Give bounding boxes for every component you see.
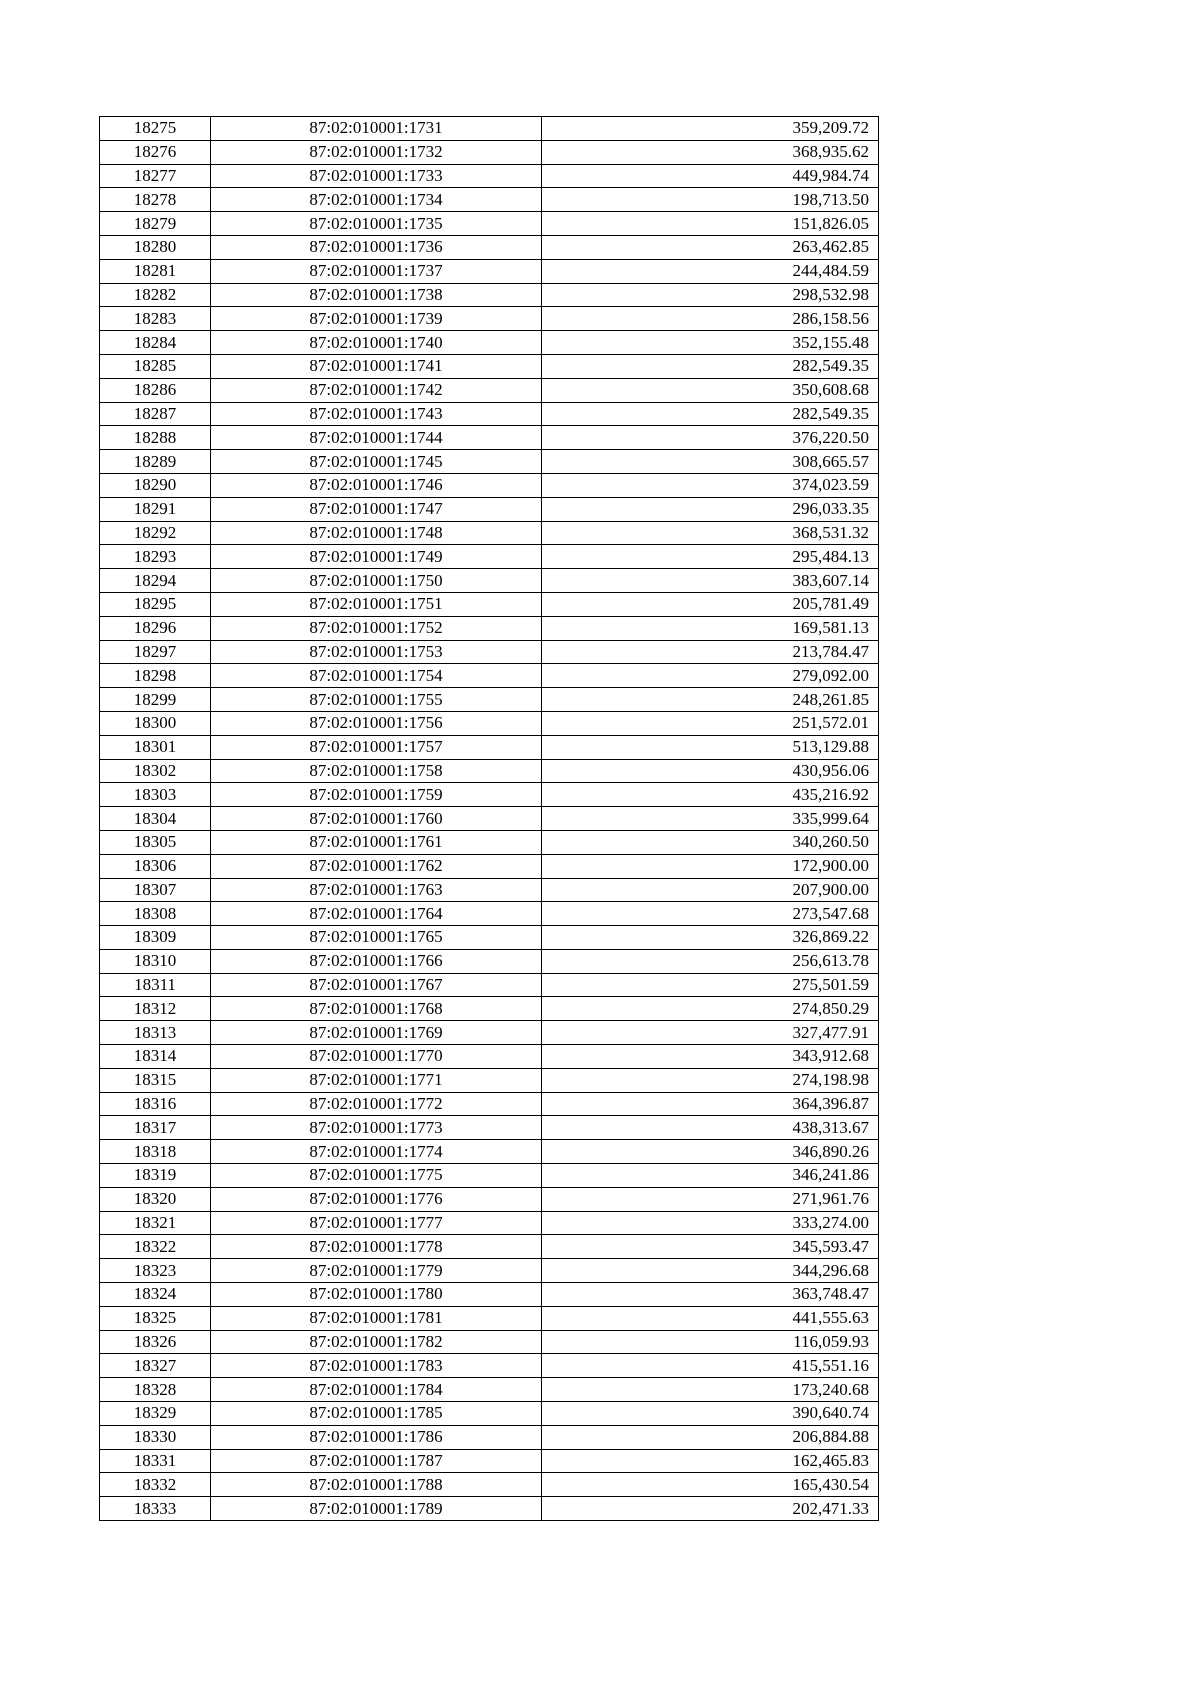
value-cell: 390,640.74 [542, 1402, 879, 1426]
table-row [100, 640, 879, 664]
row-number-cell: 18282 [100, 283, 211, 307]
table-row [100, 331, 879, 355]
cadastral-number-cell: 87:02:010001:1772 [211, 1092, 542, 1116]
row-number-cell: 18327 [100, 1354, 211, 1378]
cadastral-number-cell: 87:02:010001:1737 [211, 259, 542, 283]
cadastral-number-cell: 87:02:010001:1747 [211, 497, 542, 521]
cadastral-number-cell: 87:02:010001:1753 [211, 640, 542, 664]
row-number-cell: 18333 [100, 1497, 211, 1521]
row-number-cell: 18288 [100, 426, 211, 450]
value-cell: 368,935.62 [542, 140, 879, 164]
table-row [100, 735, 879, 759]
row-number-cell: 18312 [100, 997, 211, 1021]
row-number-cell: 18289 [100, 450, 211, 474]
value-cell: 296,033.35 [542, 497, 879, 521]
row-number-cell: 18306 [100, 854, 211, 878]
table-row [100, 212, 879, 236]
value-cell: 359,209.72 [542, 117, 879, 141]
row-number-cell: 18298 [100, 664, 211, 688]
table-row [100, 1425, 879, 1449]
cadastral-number-cell: 87:02:010001:1751 [211, 592, 542, 616]
row-number-cell: 18279 [100, 212, 211, 236]
cadastral-number-cell: 87:02:010001:1780 [211, 1283, 542, 1307]
cadastral-number-cell: 87:02:010001:1777 [211, 1211, 542, 1235]
value-cell: 275,501.59 [542, 973, 879, 997]
value-cell: 244,484.59 [542, 259, 879, 283]
table-row [100, 1259, 879, 1283]
value-cell: 207,900.00 [542, 878, 879, 902]
table-row [100, 307, 879, 331]
table-row [100, 354, 879, 378]
value-cell: 273,547.68 [542, 902, 879, 926]
row-number-cell: 18284 [100, 331, 211, 355]
cadastral-number-cell: 87:02:010001:1745 [211, 450, 542, 474]
table-row [100, 1140, 879, 1164]
cadastral-number-cell: 87:02:010001:1754 [211, 664, 542, 688]
value-cell: 352,155.48 [542, 331, 879, 355]
row-number-cell: 18318 [100, 1140, 211, 1164]
value-cell: 346,890.26 [542, 1140, 879, 1164]
cadastral-number-cell: 87:02:010001:1766 [211, 949, 542, 973]
row-number-cell: 18299 [100, 688, 211, 712]
row-number-cell: 18320 [100, 1187, 211, 1211]
cadastral-number-cell: 87:02:010001:1739 [211, 307, 542, 331]
value-cell: 274,198.98 [542, 1068, 879, 1092]
row-number-cell: 18296 [100, 616, 211, 640]
cadastral-number-cell: 87:02:010001:1767 [211, 973, 542, 997]
table-row [100, 188, 879, 212]
cadastral-number-cell: 87:02:010001:1760 [211, 807, 542, 831]
value-cell: 344,296.68 [542, 1259, 879, 1283]
value-cell: 248,261.85 [542, 688, 879, 712]
row-number-cell: 18286 [100, 378, 211, 402]
value-cell: 435,216.92 [542, 783, 879, 807]
row-number-cell: 18293 [100, 545, 211, 569]
row-number-cell: 18302 [100, 759, 211, 783]
value-cell: 308,665.57 [542, 450, 879, 474]
value-cell: 256,613.78 [542, 949, 879, 973]
cadastral-number-cell: 87:02:010001:1762 [211, 854, 542, 878]
cadastral-number-cell: 87:02:010001:1746 [211, 473, 542, 497]
cadastral-number-cell: 87:02:010001:1770 [211, 1045, 542, 1069]
cadastral-number-cell: 87:02:010001:1755 [211, 688, 542, 712]
row-number-cell: 18295 [100, 592, 211, 616]
table-row [100, 283, 879, 307]
data-table [99, 116, 879, 1521]
table-row [100, 1164, 879, 1188]
cadastral-number-cell: 87:02:010001:1776 [211, 1187, 542, 1211]
row-number-cell: 18300 [100, 711, 211, 735]
table-row [100, 164, 879, 188]
cadastral-number-cell: 87:02:010001:1789 [211, 1497, 542, 1521]
value-cell: 282,549.35 [542, 354, 879, 378]
row-number-cell: 18278 [100, 188, 211, 212]
value-cell: 327,477.91 [542, 1021, 879, 1045]
cadastral-number-cell: 87:02:010001:1736 [211, 235, 542, 259]
value-cell: 374,023.59 [542, 473, 879, 497]
row-number-cell: 18310 [100, 949, 211, 973]
value-cell: 251,572.01 [542, 711, 879, 735]
table-row [100, 759, 879, 783]
cadastral-number-cell: 87:02:010001:1741 [211, 354, 542, 378]
table-row [100, 1021, 879, 1045]
row-number-cell: 18329 [100, 1402, 211, 1426]
table-row [100, 378, 879, 402]
row-number-cell: 18287 [100, 402, 211, 426]
cadastral-number-cell: 87:02:010001:1761 [211, 830, 542, 854]
cadastral-number-cell: 87:02:010001:1735 [211, 212, 542, 236]
value-cell: 169,581.13 [542, 616, 879, 640]
table-row [100, 117, 879, 141]
table-row [100, 1473, 879, 1497]
cadastral-number-cell: 87:02:010001:1734 [211, 188, 542, 212]
row-number-cell: 18317 [100, 1116, 211, 1140]
table-row [100, 450, 879, 474]
value-cell: 165,430.54 [542, 1473, 879, 1497]
cadastral-number-cell: 87:02:010001:1743 [211, 402, 542, 426]
value-cell: 202,471.33 [542, 1497, 879, 1521]
value-cell: 430,956.06 [542, 759, 879, 783]
value-cell: 415,551.16 [542, 1354, 879, 1378]
cadastral-number-cell: 87:02:010001:1787 [211, 1449, 542, 1473]
value-cell: 282,549.35 [542, 402, 879, 426]
value-cell: 441,555.63 [542, 1306, 879, 1330]
row-number-cell: 18297 [100, 640, 211, 664]
cadastral-number-cell: 87:02:010001:1782 [211, 1330, 542, 1354]
value-cell: 363,748.47 [542, 1283, 879, 1307]
value-cell: 350,608.68 [542, 378, 879, 402]
table-row [100, 1235, 879, 1259]
cadastral-number-cell: 87:02:010001:1733 [211, 164, 542, 188]
value-cell: 364,396.87 [542, 1092, 879, 1116]
table-row [100, 664, 879, 688]
row-number-cell: 18301 [100, 735, 211, 759]
cadastral-number-cell: 87:02:010001:1750 [211, 569, 542, 593]
value-cell: 438,313.67 [542, 1116, 879, 1140]
table-row [100, 807, 879, 831]
row-number-cell: 18325 [100, 1306, 211, 1330]
table-row [100, 1378, 879, 1402]
table-row [100, 569, 879, 593]
value-cell: 151,826.05 [542, 212, 879, 236]
table-row [100, 1402, 879, 1426]
value-cell: 298,532.98 [542, 283, 879, 307]
cadastral-number-cell: 87:02:010001:1783 [211, 1354, 542, 1378]
table-row [100, 688, 879, 712]
cadastral-number-cell: 87:02:010001:1732 [211, 140, 542, 164]
value-cell: 368,531.32 [542, 521, 879, 545]
table-row [100, 235, 879, 259]
table-row [100, 1092, 879, 1116]
table-row [100, 949, 879, 973]
table-row [100, 616, 879, 640]
cadastral-number-cell: 87:02:010001:1752 [211, 616, 542, 640]
row-number-cell: 18322 [100, 1235, 211, 1259]
value-cell: 376,220.50 [542, 426, 879, 450]
row-number-cell: 18281 [100, 259, 211, 283]
cadastral-number-cell: 87:02:010001:1781 [211, 1306, 542, 1330]
value-cell: 326,869.22 [542, 926, 879, 950]
row-number-cell: 18303 [100, 783, 211, 807]
value-cell: 345,593.47 [542, 1235, 879, 1259]
table-row [100, 783, 879, 807]
cadastral-number-cell: 87:02:010001:1738 [211, 283, 542, 307]
row-number-cell: 18332 [100, 1473, 211, 1497]
table-row [100, 497, 879, 521]
cadastral-number-cell: 87:02:010001:1786 [211, 1425, 542, 1449]
value-cell: 116,059.93 [542, 1330, 879, 1354]
table-row [100, 1045, 879, 1069]
row-number-cell: 18323 [100, 1259, 211, 1283]
row-number-cell: 18308 [100, 902, 211, 926]
table-row [100, 1211, 879, 1235]
value-cell: 279,092.00 [542, 664, 879, 688]
value-cell: 205,781.49 [542, 592, 879, 616]
row-number-cell: 18319 [100, 1164, 211, 1188]
value-cell: 198,713.50 [542, 188, 879, 212]
row-number-cell: 18331 [100, 1449, 211, 1473]
value-cell: 274,850.29 [542, 997, 879, 1021]
value-cell: 343,912.68 [542, 1045, 879, 1069]
row-number-cell: 18290 [100, 473, 211, 497]
row-number-cell: 18280 [100, 235, 211, 259]
value-cell: 206,884.88 [542, 1425, 879, 1449]
row-number-cell: 18313 [100, 1021, 211, 1045]
table-row [100, 878, 879, 902]
row-number-cell: 18283 [100, 307, 211, 331]
table-row [100, 830, 879, 854]
value-cell: 295,484.13 [542, 545, 879, 569]
cadastral-number-cell: 87:02:010001:1763 [211, 878, 542, 902]
table-row [100, 711, 879, 735]
cadastral-number-cell: 87:02:010001:1773 [211, 1116, 542, 1140]
value-cell: 513,129.88 [542, 735, 879, 759]
cadastral-number-cell: 87:02:010001:1744 [211, 426, 542, 450]
cadastral-number-cell: 87:02:010001:1771 [211, 1068, 542, 1092]
row-number-cell: 18276 [100, 140, 211, 164]
value-cell: 383,607.14 [542, 569, 879, 593]
cadastral-number-cell: 87:02:010001:1774 [211, 1140, 542, 1164]
row-number-cell: 18316 [100, 1092, 211, 1116]
table-row [100, 402, 879, 426]
table-row [100, 592, 879, 616]
row-number-cell: 18292 [100, 521, 211, 545]
table-row [100, 521, 879, 545]
cadastral-number-cell: 87:02:010001:1764 [211, 902, 542, 926]
value-cell: 340,260.50 [542, 830, 879, 854]
table-row [100, 473, 879, 497]
value-cell: 263,462.85 [542, 235, 879, 259]
cadastral-number-cell: 87:02:010001:1775 [211, 1164, 542, 1188]
cadastral-number-cell: 87:02:010001:1765 [211, 926, 542, 950]
cadastral-number-cell: 87:02:010001:1742 [211, 378, 542, 402]
cadastral-number-cell: 87:02:010001:1779 [211, 1259, 542, 1283]
table-row [100, 1354, 879, 1378]
table-row [100, 1330, 879, 1354]
row-number-cell: 18315 [100, 1068, 211, 1092]
cadastral-number-cell: 87:02:010001:1788 [211, 1473, 542, 1497]
table-row [100, 902, 879, 926]
table-row [100, 1116, 879, 1140]
row-number-cell: 18285 [100, 354, 211, 378]
row-number-cell: 18304 [100, 807, 211, 831]
value-cell: 286,158.56 [542, 307, 879, 331]
table-row [100, 1497, 879, 1521]
cadastral-number-cell: 87:02:010001:1758 [211, 759, 542, 783]
table-row [100, 1306, 879, 1330]
row-number-cell: 18328 [100, 1378, 211, 1402]
row-number-cell: 18330 [100, 1425, 211, 1449]
value-cell: 346,241.86 [542, 1164, 879, 1188]
table-row [100, 1068, 879, 1092]
row-number-cell: 18324 [100, 1283, 211, 1307]
row-number-cell: 18277 [100, 164, 211, 188]
cadastral-number-cell: 87:02:010001:1768 [211, 997, 542, 1021]
value-cell: 172,900.00 [542, 854, 879, 878]
cadastral-number-cell: 87:02:010001:1759 [211, 783, 542, 807]
table-row [100, 997, 879, 1021]
row-number-cell: 18294 [100, 569, 211, 593]
table-row [100, 259, 879, 283]
table-row [100, 545, 879, 569]
value-cell: 449,984.74 [542, 164, 879, 188]
value-cell: 333,274.00 [542, 1211, 879, 1235]
value-cell: 271,961.76 [542, 1187, 879, 1211]
cadastral-number-cell: 87:02:010001:1756 [211, 711, 542, 735]
cadastral-number-cell: 87:02:010001:1749 [211, 545, 542, 569]
value-cell: 213,784.47 [542, 640, 879, 664]
row-number-cell: 18311 [100, 973, 211, 997]
table-row [100, 1283, 879, 1307]
cadastral-number-cell: 87:02:010001:1757 [211, 735, 542, 759]
row-number-cell: 18291 [100, 497, 211, 521]
cadastral-number-cell: 87:02:010001:1784 [211, 1378, 542, 1402]
table-row [100, 973, 879, 997]
table-row [100, 854, 879, 878]
table-row [100, 140, 879, 164]
table-row [100, 926, 879, 950]
value-cell: 162,465.83 [542, 1449, 879, 1473]
cadastral-number-cell: 87:02:010001:1778 [211, 1235, 542, 1259]
cadastral-number-cell: 87:02:010001:1785 [211, 1402, 542, 1426]
cadastral-number-cell: 87:02:010001:1769 [211, 1021, 542, 1045]
row-number-cell: 18275 [100, 117, 211, 141]
row-number-cell: 18307 [100, 878, 211, 902]
cadastral-number-cell: 87:02:010001:1740 [211, 331, 542, 355]
table-body [100, 117, 879, 1521]
cadastral-number-cell: 87:02:010001:1731 [211, 117, 542, 141]
value-cell: 335,999.64 [542, 807, 879, 831]
cadastral-number-cell: 87:02:010001:1748 [211, 521, 542, 545]
row-number-cell: 18321 [100, 1211, 211, 1235]
table-row [100, 426, 879, 450]
row-number-cell: 18309 [100, 926, 211, 950]
table-row [100, 1449, 879, 1473]
row-number-cell: 18314 [100, 1045, 211, 1069]
row-number-cell: 18326 [100, 1330, 211, 1354]
row-number-cell: 18305 [100, 830, 211, 854]
value-cell: 173,240.68 [542, 1378, 879, 1402]
table-row [100, 1187, 879, 1211]
